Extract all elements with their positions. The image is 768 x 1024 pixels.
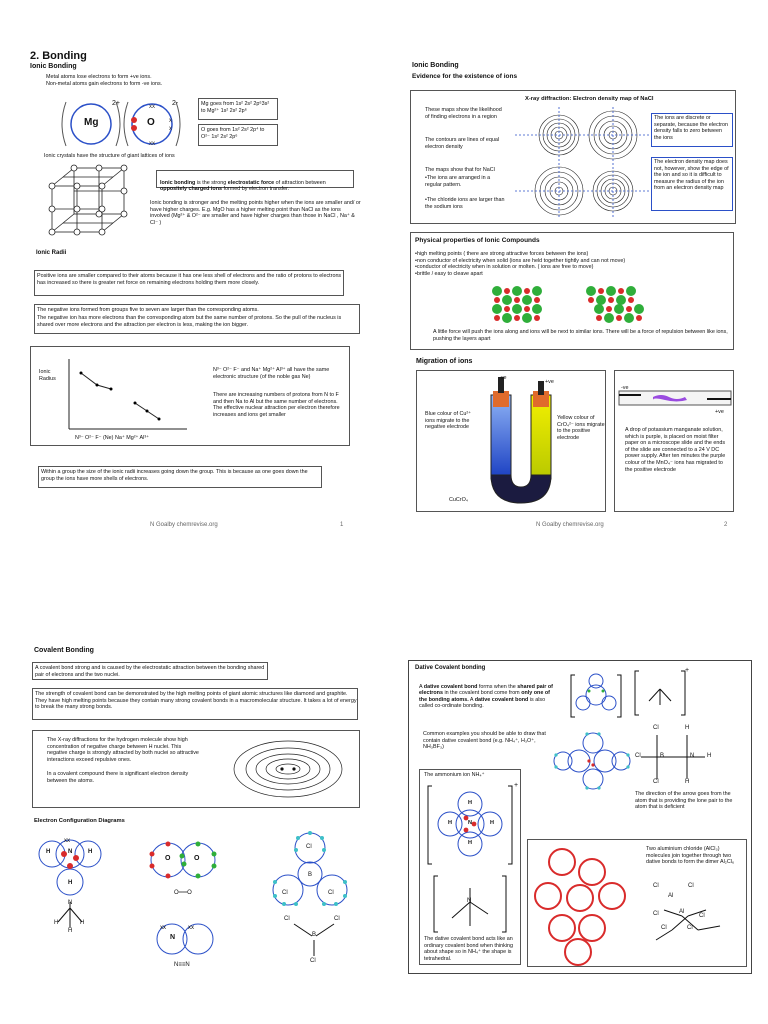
o-config-box: O goes from 1s² 2s² 2p⁴ to O²⁻ 1s² 2s² 2p⁶ <box>198 124 278 146</box>
graph-text-2: There are increasing numbers of protons from N to F and then Na to Al but the same number of electrons. The effective nuclear attraction per electron therefore increases and ions get smaller <box>213 392 340 418</box>
nh4-formula <box>434 874 506 934</box>
ionic-definition-box: Ionic bonding is the strong electrostatic force of attraction between oppositely charged ions formed by electron transfer. <box>156 170 354 188</box>
radii-box-1: Positive ions are smaller compared to their atoms because it has one less shell of electrons and the ratio of protons to electrons has increased so there is greater net force on remaining electrons holding them more closely. <box>34 270 344 296</box>
page-4: Dative Covalent bonding A dative covalent bond forms when the shared pair of electrons in the covalent bond come from only one of the bonding atoms. A dative covalent bond is also called co-ordinate bonding. + Common examples you should be able to draw that contain dative covalent bond (e.g. NH₄⁺, H₃O⁺, NH₃BF₃) Cl Cl Cl B N H H H The ammonium ion NH₄⁺ + H N H H H N The dative covalent bond acts like an ordinary covalent bond when thinking about shape so in NH₄⁺ the shape is tetrahedral. The direction of the arrow goes from the atom that is providing the lone pair to the atom that is deficient Two aluminium chloride (AlCl₃) molecules join together through two dative bonds to form the dimer Al₂Cl₆ Cl Al Cl Cl Al Cl Cl Cl <box>408 660 752 974</box>
covalent-box-1: A covalent bond strong and is caused by the electrostatic attraction between the bonding shared pair of electrons and the two nuclei. <box>32 662 268 680</box>
atom-shell <box>565 939 591 965</box>
p2-footer: N Goalby chemrevise.org <box>536 522 604 528</box>
page-3: Covalent Bonding A covalent bond strong and is caused by the electrostatic attraction between the bonding shared pair of electrons and the two nuclei. The strength of covalent bond can be demonstrated by the high melting points of giant atomic structures like diamond and graphite. They have high melting points because they contain many strong covalent bonds in a macromolecular structure. It takes a lot of energy to break the many strong bonds. The X-ray diffractions for the hydrogen molecule show high concentration of negative charge between H nuclei. This negative charge is strongly attracted by both nuclei so attractive interactions exceed repulsive ones. In a covalent compound there is significant electron density between the atoms. Electron Configuration Diagrams xx H N H H N H H H O O O══O xx xx N N≡≡N Cl B Cl Cl Cl B Cl Cl <box>28 640 368 1010</box>
o2-formula: O══O <box>174 890 192 896</box>
sodium-ion <box>616 315 622 321</box>
chloride-ion <box>614 304 624 314</box>
sodium-ion <box>598 288 604 294</box>
mg-label: Mg <box>84 117 99 128</box>
sodium-ion <box>628 297 634 303</box>
alcl-box: Two aluminium chloride (AlCl₃) molecules join together through two dative bonds to form the dimer Al₂Cl₆ <box>527 839 747 967</box>
atom-shell <box>579 915 605 941</box>
h3o-diagram <box>571 673 621 719</box>
covalent-box-2: The strength of covalent bond can be demonstrated by the high melting points of giant atomic structures like diamond and graphite. They have high melting points because they contain many strong covalent bonds in a macromolecular structure. It takes a lot of energy to break the many strong bonds. <box>32 688 358 720</box>
atom-shell <box>535 883 561 909</box>
slide-diagram <box>619 387 731 409</box>
chloride-ion <box>532 304 542 314</box>
chloride-ion <box>606 286 616 296</box>
chloride-ion <box>522 295 532 305</box>
sodium-ion <box>606 306 612 312</box>
svg-text:xx: xx <box>149 141 155 147</box>
sodium-ion <box>494 297 500 303</box>
p2-subheading: Evidence for the existence of ions <box>412 73 518 80</box>
mg-config-box: Mg goes from 1s² 2s² 2p⁶3s² to Mg²⁺ 1s² 2s² 2p⁶ <box>198 98 278 120</box>
graph-ylabel: Ionic Radius <box>39 369 56 382</box>
n2-diagram <box>152 922 222 956</box>
arrow-text: The direction of the arrow goes from the atom that is providing the lone pair to the atom that is deficient <box>635 791 733 811</box>
svg-text:x: x <box>169 118 172 124</box>
chloride-ion <box>626 286 636 296</box>
diagrams-heading: Electron Configuration Diagrams <box>34 818 125 824</box>
graph-xlabel: N³⁻ O²⁻ F⁻ (Ne) Na⁺ Mg²⁺ Al³⁺ <box>75 435 149 441</box>
lattice-diagram <box>46 164 130 238</box>
migration-heading: Migration of ions <box>416 358 473 365</box>
sodium-ion <box>636 315 642 321</box>
sodium-ion <box>504 288 510 294</box>
chloride-ion <box>512 286 522 296</box>
radii-box-3: Within a group the size of the ionic radii increases going down the group. This is because as one goes down the group the ions have more shells of electrons. <box>38 466 322 488</box>
chloride-ion <box>492 286 502 296</box>
o-charge: 2- <box>172 100 179 107</box>
mgo-diagram <box>58 98 188 150</box>
sodium-ion <box>524 288 530 294</box>
ion-layers-diagram <box>491 285 661 325</box>
atom-shell <box>549 849 575 875</box>
h2-density-map <box>229 737 347 801</box>
o-label: O <box>147 117 155 128</box>
slide-box: -ve +ve A drop of potassium manganate solution, which is purple, is placed on moist filter paper on a microscope slide and the ends of the slide are connected to a 24 V DC power supply. After ten minutes the purple colour of the MnO₄⁻ ions has migrated to the positive electrode <box>614 370 734 512</box>
chloride-ion <box>502 313 512 323</box>
n2-formula: N≡≡N <box>174 962 190 968</box>
sodium-ion <box>596 315 602 321</box>
sodium-ion <box>514 315 520 321</box>
chloride-ion <box>604 313 614 323</box>
chloride-ion <box>594 304 604 314</box>
xray-box: X-ray diffraction: Electron density map of NaCl These maps show the likelihood of finding electrons in a region The contours are lines of equal electron density The maps show that for NaCl •The ions are arranged in a regular pattern. •The chloride ions are larger than the sodium ions The ions are discrete or separate, because the electron density falls to zero between the ions The electron density map does not, however, show the edge of the ion and so it is difficult to measure the radius of the ion from an electron density map <box>410 90 736 224</box>
chloride-ion <box>532 286 542 296</box>
atom-shell <box>579 859 605 885</box>
svg-text:xx: xx <box>188 925 194 931</box>
covalent-heading: Covalent Bonding <box>34 647 94 654</box>
covalent-xray-box: The X-ray diffractions for the hydrogen molecule show high concentration of negative charge between H nuclei. This negative charge is strongly attracted by both nuclei so attractive interactions exceed repulsive ones. In a covalent compound there is significant electron density between the atoms. <box>32 730 360 808</box>
chloride-ion <box>624 313 634 323</box>
al2cl6-formula <box>646 886 742 946</box>
physical-properties-box: Physical properties of Ionic Compounds •high melting points ( there are strong attractive forces between the ions) •non conductor of electricity when solid (ions are held together tightly and can not move) •conductor of electricity when in solution or molten. ( ions are free to move) •brittle / easy to cleave apart A little force will push the ions along and ions will be next to similar ions. There will be a force of repulsion between like ions, pushing the layers apart <box>410 232 734 350</box>
chloride-ion <box>586 286 596 296</box>
page-1 <box>28 40 368 540</box>
radii-heading: Ionic Radii <box>36 250 67 256</box>
sodium-ion <box>534 315 540 321</box>
sodium-ion <box>618 288 624 294</box>
bcl3-diagram <box>270 830 354 908</box>
nh3bf3-formula <box>635 725 711 785</box>
chloride-ion <box>634 304 644 314</box>
sodium-ion <box>514 297 520 303</box>
strength-text: Ionic bonding is stronger and the melting points higher when the ions are smaller and/ or have higher charges. E.g. MgO has a higher melting point than NaCl as the ions involved (Mg²⁺ & O²⁻ are smaller and have higher charges than those in NaCl , Na⁺ & Cl⁻ ) <box>150 200 361 226</box>
sodium-ion <box>534 297 540 303</box>
ionic-heading: Ionic Bonding <box>30 63 77 70</box>
atom-shell <box>599 883 625 909</box>
svg-text:xx: xx <box>149 104 155 110</box>
radii-graph-box <box>30 346 350 446</box>
p2-page-number: 2 <box>724 522 728 528</box>
footer: N Goalby chemrevise.org <box>150 522 218 528</box>
svg-text:x: x <box>169 126 172 132</box>
sodium-ion <box>588 297 594 303</box>
lattice-text: Ionic crystals have the structure of giant lattices of ions <box>44 153 175 159</box>
svg-text:xx: xx <box>160 925 166 931</box>
u-tube-box: -ve +ve Blue colour of Cu²⁺ ions migrate to the negative electrode Yellow colour of CrO₄²⁻ ions migrate to the positive electrode CuCrO₄ <box>416 370 606 512</box>
sodium-ion <box>504 306 510 312</box>
sodium-ion <box>626 306 632 312</box>
graph-text-1: N³⁻ O²⁻ F⁻ and Na⁺ Mg²⁺ Al³⁺ all have the same electronic structure (of the noble gas Ne) <box>213 367 330 380</box>
sodium-ion <box>608 297 614 303</box>
o2-diagram <box>146 840 226 880</box>
dative-definition: A dative covalent bond forms when the shared pair of electrons in the covalent bond come from only one of the bonding atoms. A dative covalent bond is also called co-ordinate bonding. <box>419 683 553 710</box>
page-title: 2. Bonding <box>30 50 87 62</box>
electron-density-map <box>529 107 649 219</box>
chloride-ion <box>522 313 532 323</box>
radii-box-2: The negative ions formed from groups five to seven are larger than the corresponding atoms. The negative ion has more electrons than the corresponding atom but the same number of protons. So the pull of the nucleus is shared over more electrons and the attraction per electron is less, making the ion bigger. <box>34 304 360 334</box>
page-2 <box>408 40 748 540</box>
chloride-ion <box>502 295 512 305</box>
h3o-formula <box>635 669 685 719</box>
sodium-ion <box>494 315 500 321</box>
nh3bf3-diagram <box>553 731 633 791</box>
ammonium-box: The ammonium ion NH₄⁺ + H N H H H N The dative covalent bond acts like an ordinary covalent bond when thinking about shape so in NH₄⁺ the shape is tetrahedral. <box>419 769 521 965</box>
chloride-ion <box>616 295 626 305</box>
chloride-ion <box>512 304 522 314</box>
page-number: 1 <box>340 522 344 528</box>
dative-heading: Dative Covalent bonding <box>415 665 486 671</box>
svg-text:xx: xx <box>64 838 70 844</box>
ionic-intro: Metal atoms lose electrons to form +ve ions. Non-metal atoms gain electrons to form -ve ions. <box>46 74 163 87</box>
p2-heading: Ionic Bonding <box>412 62 459 69</box>
examples-text: Common examples you should be able to draw that contain dative covalent bond (e.g. NH₄⁺, H₃O⁺, NH₃BF₃) <box>423 731 546 751</box>
sodium-ion <box>524 306 530 312</box>
al2cl6-dot-diagram <box>532 844 628 964</box>
mg-charge: 2+ <box>112 100 120 107</box>
atom-shell <box>549 915 575 941</box>
chloride-ion <box>492 304 502 314</box>
u-tube-diagram <box>473 375 563 505</box>
radii-graph <box>69 359 189 433</box>
chloride-ion <box>596 295 606 305</box>
atom-shell <box>567 885 593 911</box>
